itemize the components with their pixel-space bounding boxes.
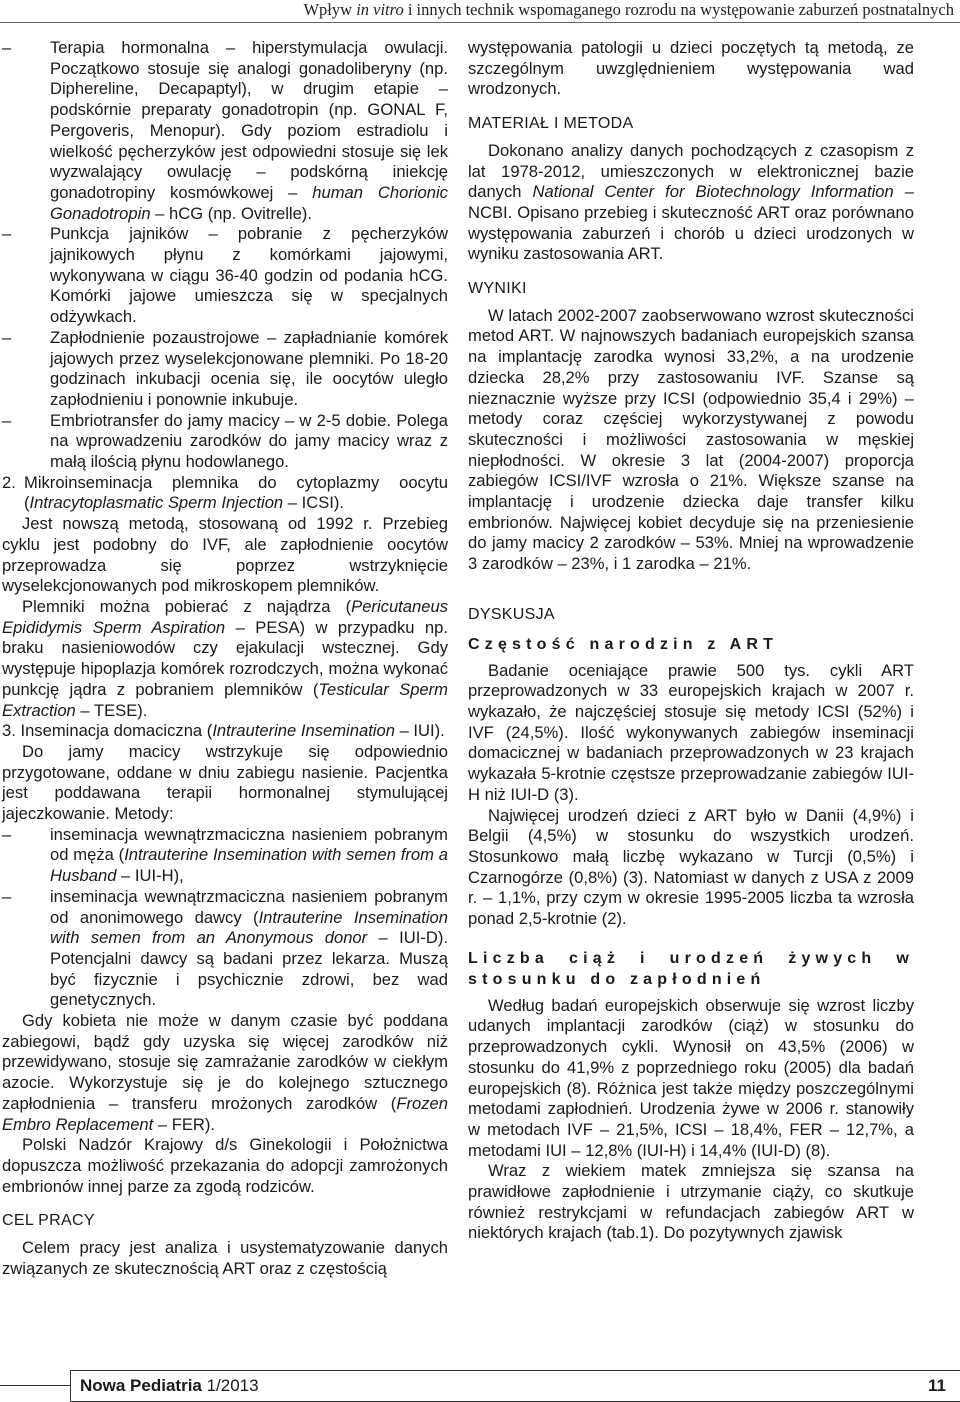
journal-name: Nowa Pediatria 1/2013 (80, 1376, 259, 1395)
paragraph: Do jamy macicy wstrzykuje się odpowiednio przygotowane, oddane w dniu zabiegu nasienie. Pacjentka jest poddawana terapii hormonalnej stymulującej jajeczkowanie. Metody: (2, 741, 448, 824)
paragraph: Plemniki można pobierać z najądrza (Pericutaneus Epididymis Sperm Aspiration – PESA) w przypadku np. braku nasieniowodów czy ejakulacji wstecznej. Gdy występuje hipoplazja komórek rozrodczych, można wykonać punkcję jądra z pobraniem plemników (Testicular Sperm Extraction – TESE). (2, 596, 448, 720)
numbered-item-iui: 3. Inseminacja domaciczna (Intrauterine Insemination – IUI). (2, 721, 445, 741)
list-item: – Embriotransfer do jamy macicy – w 2-5 dobie. Polega na wprowadzeniu zarodków do jamy macicy wraz z małą ilością płynu hodowlanego. (2, 410, 448, 472)
list-item: – Zapłodnienie pozaustrojowe – zapładnianie komórek jajowych przez wyselekcjonowane plemniki. Po 18-20 godzinach inkubacji ocenia się, ile oocytów uległo zapłodnieniu i ponownie inkubuje. (2, 327, 448, 409)
left-column (2, 38, 448, 1279)
footer-rule (0, 1385, 70, 1386)
paragraph: Polski Nadzór Krajowy d/s Ginekologii i Położnictwa dopuszcza możliwość przekazania do adopcji zamrożonych embrionów innej parze za zgodą rodziców. (2, 1135, 448, 1196)
numbered-item-icsi: 2. Mikroinseminacja plemnika do cytoplazmy oocytu (Intracytoplasmatic Sperm Injection – ICSI). (2, 472, 448, 513)
right-column (468, 38, 914, 1244)
section-heading-dyskusja: DYSKUSJA (468, 605, 555, 623)
paragraph: Według badań europejskich obserwuje się wzrost liczby udanych implantacji zarodków (ciąż) w stosunku do przeprowadzonych cykli. Wynosił on 43,5% (2006) w stosunku do 41,9% z poprzedniego roku (2005) dla badań europejskich (8). Różnica jest także między poszczególnymi metodami zapłodnień. Urodzenia żywe w 2006 r. stanowiły w metodach IVF – 21,5%, ICSI – 18,4%, FER – 12,7%, a metodami IUI – 12,8% (IUI-H) i 14,4% (IUI-D) (8). (468, 995, 914, 1160)
section-heading-material: MATERIAŁ I METODA (468, 115, 634, 133)
header-rule (0, 22, 960, 23)
paragraph: Najwięcej urodzeń dzieci z ART było w Danii (4,9%) i Belgii (4,5%) w stosunku do wszystkich urodzeń. Stosunkowo małą liczbę wykazano w Turcji (0,5%) i Czarnogórze (0,8%) (3). Natomiast w danych z USA z 2009 r. – 1,1%, przy czym w okresie 1995-2005 liczba ta wzrosła ponad 2,5-krotnie (2). (468, 805, 914, 929)
section-heading-cel: CEL PRACY (2, 1212, 95, 1230)
list-item: – inseminacja wewnątrzmaciczna nasieniem pobranym od męża (Intrauterine Insemination with semen from a Husband – IUI-H), (2, 824, 449, 886)
list-item: – inseminacja wewnątrzmaciczna nasieniem pobranym od anonimowego dawcy (Intrauterine Insemination with semen from an Anonymous donor – IUI-D). Potencjalni dawcy są badani przez lekarza. Muszą być fizycznie i psychicznie zdrowi, bez wad genetycznych. (2, 886, 448, 1010)
list-item: – Terapia hormonalna – hiperstymulacja owulacji. Początkowo stosuje się analogi gonadoliberyny (np. Diphereline, Decapaptyl), w drugim etapie – podskórnie preparaty gonadotropin (np. GONAL F, Pergoveris, Menopur). Gdy poziom estradiolu i wielkość pęcherzyków jest odpowiedni stosuje się lek wyzwalający owulację – podskórną iniekcję gonadotropiny kosmówkowej – human Chorionic Gonadotropin – hCG (np. Ovitrelle). (2, 38, 448, 223)
subsection-heading-liczba: Liczba ciąż i urodzeń żywych w stosunku do zapłodnień (468, 949, 914, 988)
section-heading-wyniki: WYNIKI (468, 280, 527, 298)
subsection-heading-czestosc: Częstość narodzin z ART (468, 635, 779, 653)
paragraph: Gdy kobieta nie może w danym czasie być poddana zabiegowi, bądź gdy uzyska się więcej zarodków niż przewidywano, stosuje się zamrażanie zarodków w ciekłym azocie. Wykorzystuje się je do kolejnego sztucznego zapłodnienia – transferu mrożonych zarodków (Frozen Embro Replacement – FER). (2, 1011, 448, 1134)
paragraph: Badanie oceniające prawie 500 tys. cykli ART przeprowadzonych w 33 europejskich krajach w 2007 r. wykazało, że najczęściej stosuje się metody ICSI (52%) i IVF (24,5%). Ilość wykonywanych zabiegów inseminacji domacicznej w badaniach przeprowadzonych w 23 krajach wykazała 5-krotnie częstsze przeprowadzanie zabiegów IUI-H niż IUI-D (3). (468, 660, 914, 804)
running-header: Wpływ in vitro i innych technik wspomaganego rozrodu na występowanie zaburzeń postnatalnych (303, 0, 954, 19)
paragraph: W latach 2002-2007 zaobserwowano wzrost skuteczności metod ART. W najnowszych badaniach europejskich szansa na implantację zarodka wynosi 33,2%, a na urodzenie dziecka 28,2% przy zastosowaniu IVF. Szanse są nieznacznie wyższe przy ICSI (odpowiednio 35,4 i 29%) – metody coraz częściej wykorzystywanej z powodu skuteczności i możliwości zastosowania w męskiej niepłodności. W okresie 3 lat (2004-2007) proporcja zabiegów ICSI/IVF wzrosła o 21%. Większe szanse na implantację i urodzenie dziecka daje transfer kilku embrionów. Najwięcej kobiet decyduje się na przeniesienie do jamy macicy 2 zarodków – 53%. Mniej na wprowadzenie 3 zarodków – 23%, i 1 zarodka – 21%. (468, 305, 914, 574)
paragraph: Jest nowszą metodą, stosowaną od 1992 r. Przebieg cyklu jest podobny do IVF, ale zapłodnienie oocytów przeprowadza się poprzez wstrzyknięcie wyselekcjonowanych pod mikroskopem plemników. (2, 514, 448, 596)
paragraph: Wraz z wiekiem matek zmniejsza się szansa na prawidłowe zapłodnienie i utrzymanie ciąży, co skutkuje również restrykcjami w refundacjach zabiegów ART w niektórych krajach (tab.1). Do pozytywnych zjawisk (468, 1161, 914, 1243)
paragraph: Celem pracy jest analiza i usystematyzowanie danych związanych ze skutecznością ART oraz z częstością (2, 1238, 448, 1278)
paragraph: Dokonano analizy danych pochodzących z czasopism z lat 1978-2012, umieszczonych w elektronicznej bazie danych National Center for Biotechnology Information – NCBI. Opisano przebieg i skuteczność ART oraz porównano występowania zaburzeń i chorób u dzieci urodzonych w wyniku zastosowania ART. (468, 140, 915, 264)
page-number: 11 (928, 1376, 946, 1395)
paragraph: występowania patologii u dzieci poczętych tą metodą, ze szczególnym uwzględnieniem występowania wad wrodzonych. (468, 38, 914, 99)
list-item: – Punkcja jajników – pobranie z pęcherzyków jajnikowych płynu z komórkami jajowymi, wykonywana w ciągu 36-40 godzin od podania hCG. Komórki jajowe umieszcza się w specjalnych odżywkach. (2, 224, 448, 327)
